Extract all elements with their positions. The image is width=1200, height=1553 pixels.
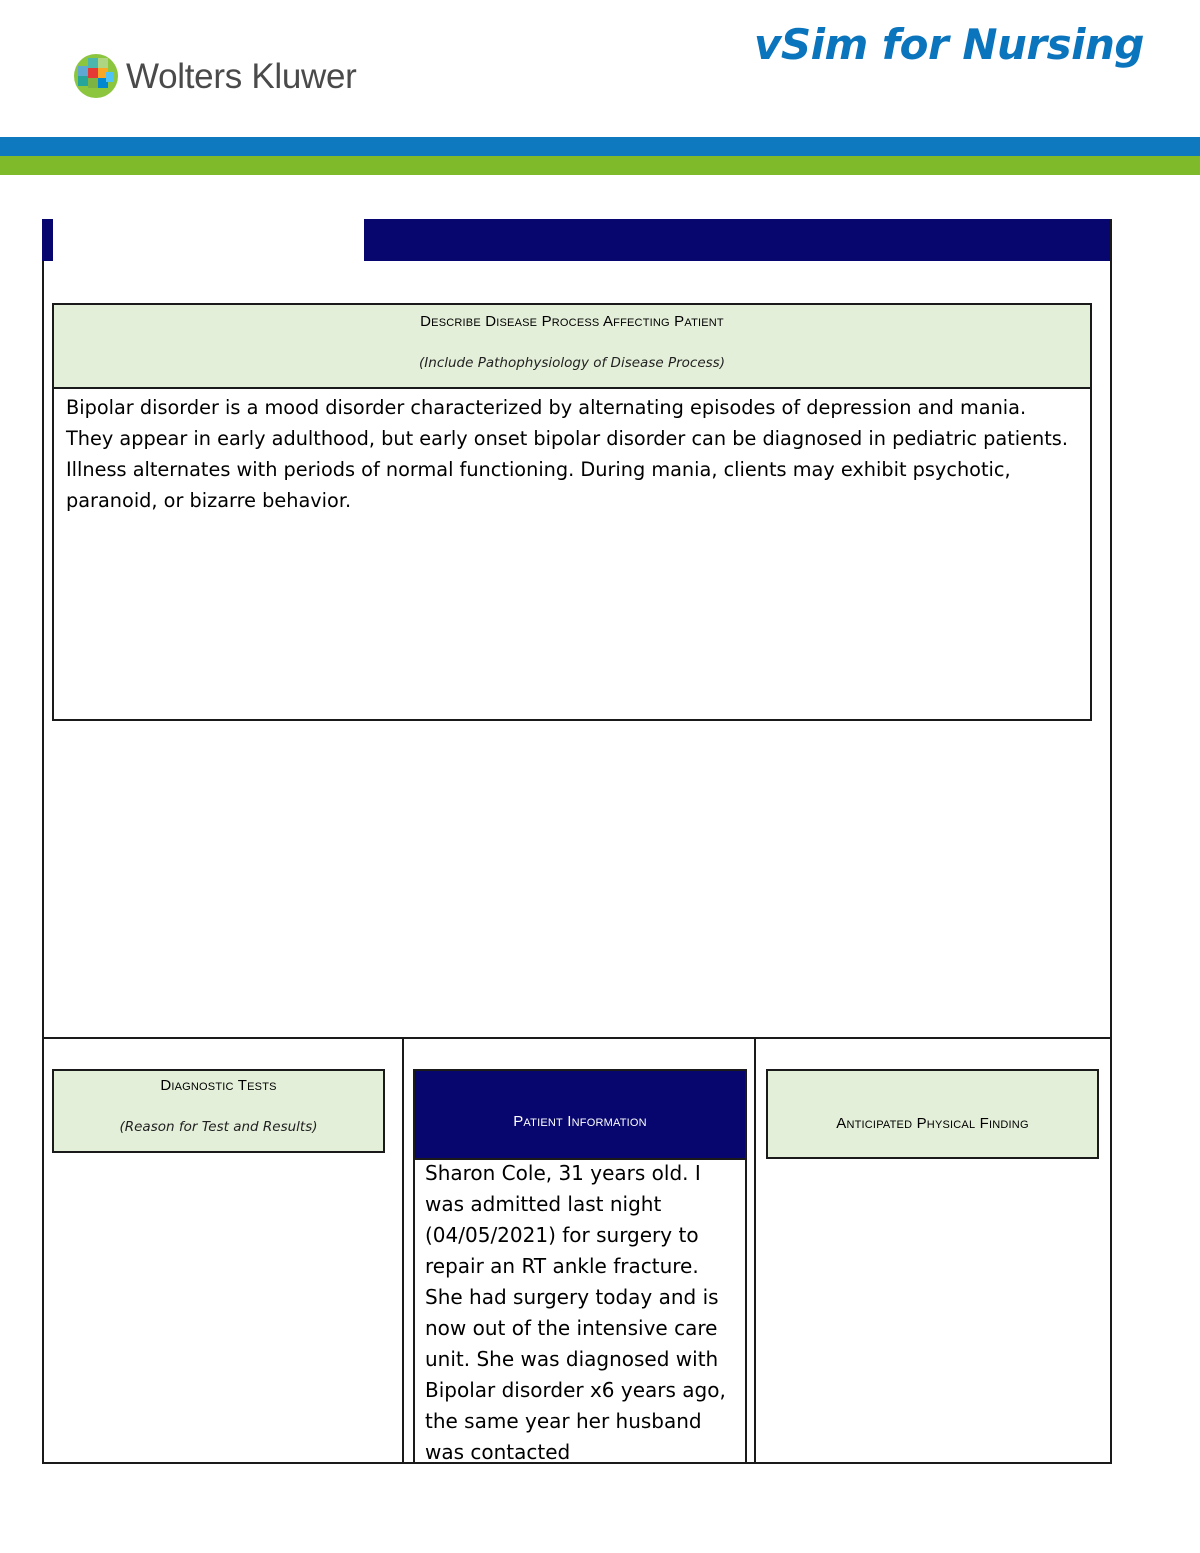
disease-process-heading: Describe Disease Process Affecting Patient (420, 313, 724, 330)
section-divider (42, 1037, 1110, 1039)
wolters-kluwer-logo (72, 52, 357, 100)
column-divider-right (754, 1039, 756, 1463)
patient-information-text: Sharon Cole, 31 years old. I was admitted last night (04/05/2021) for surgery to repair an RT ankle fracture. She had surgery today and is now out of the intensive care unit. She was diagnosed with Bipolar disorder x6 years ago, the same year her husband was contacted (425, 1161, 726, 1464)
column-divider-left (402, 1039, 404, 1463)
title-bar-left-accent (42, 219, 53, 261)
diagnostic-tests-subheading: (Reason for Test and Results) (119, 1119, 318, 1135)
wolters-kluwer-mark-icon (72, 52, 120, 100)
disease-process-header (52, 303, 1092, 389)
disease-process-subheading: (Include Pathophysiology of Disease Process) (419, 355, 725, 371)
title-bar (364, 219, 1110, 261)
disease-process-text: Bipolar disorder is a mood disorder characterized by alternating episodes of depression and mania. They appear in early adulthood, but early onset bipolar disorder can be diagnosed in pediatric patients. Illness alternates with periods of normal functioning. During mania, clients may exhibit psychotic, paranoid, or bizarre behavior. (66, 396, 1068, 512)
diagnostic-tests-heading: Diagnostic Tests (160, 1077, 277, 1094)
header-stripe-green (0, 156, 1200, 175)
diagnostic-tests-header (52, 1069, 385, 1153)
patient-information-field[interactable] (413, 1158, 747, 1464)
patient-information-header (413, 1069, 747, 1160)
header-stripe-blue (0, 137, 1200, 156)
logo-text: Wolters Kluwer (126, 56, 357, 96)
anticipated-physical-finding-heading: Anticipated Physical Finding (836, 1115, 1029, 1132)
patient-information-heading: Patient Information (513, 1113, 647, 1130)
disease-process-field[interactable] (52, 387, 1092, 721)
brand-title: vSim for Nursing (754, 20, 1144, 69)
anticipated-physical-finding-header (766, 1069, 1099, 1159)
